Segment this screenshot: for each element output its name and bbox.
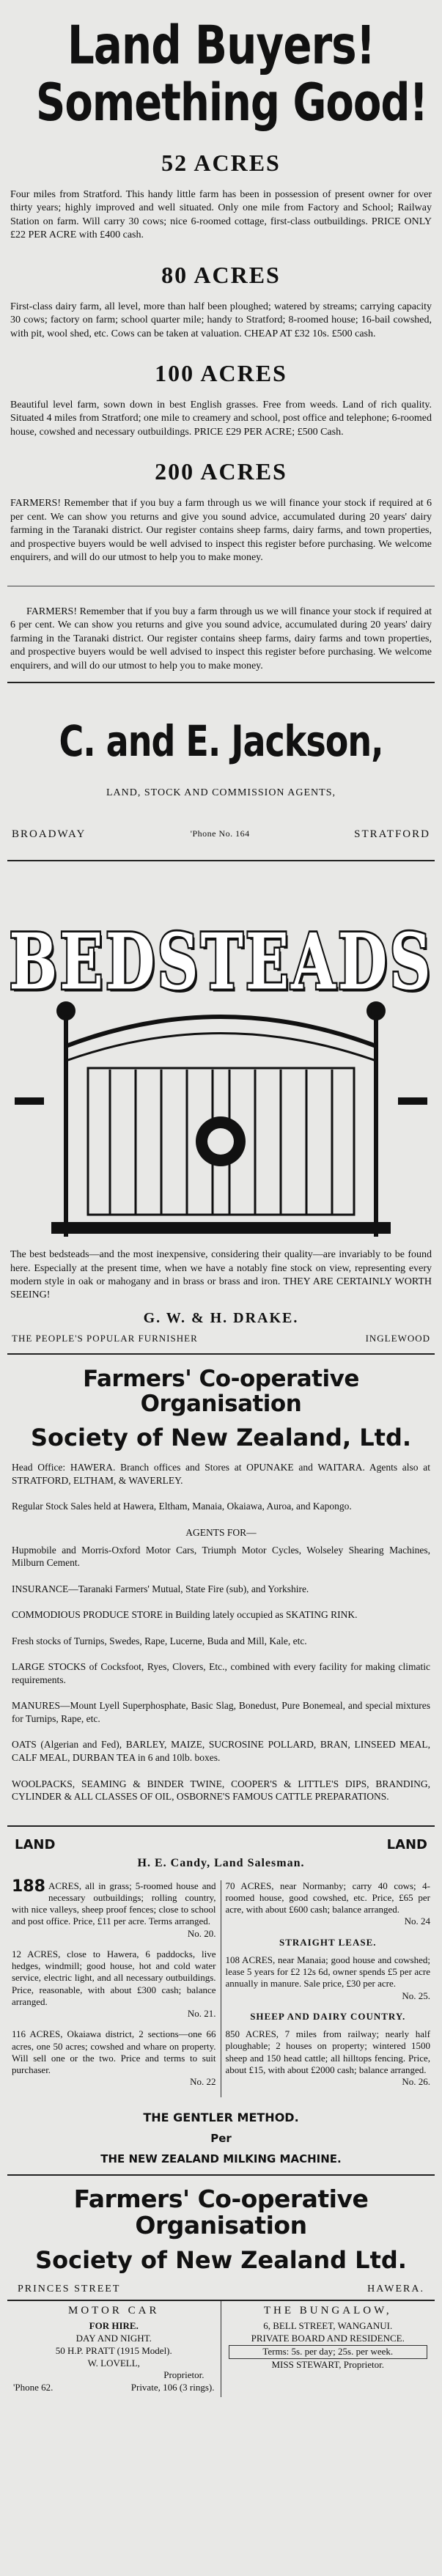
listing-title: 100 ACRES <box>155 359 287 386</box>
bungalow-title: THE BUNGALOW, <box>263 2305 392 2317</box>
jackson-name: C. and E. Jackson, <box>59 716 383 766</box>
motor-role: Proprietor. <box>163 2369 205 2381</box>
entry-text: 108 ACRES, near Manaia; good house and cowshed; lease 5 years for £2 12s 6d, owner spends £5 per acre annually in manure. Sale price, £30 per acre. <box>225 1954 430 1990</box>
listing-title: 80 ACRES <box>161 261 281 288</box>
motor-owner: W. LOVELL, <box>87 2357 140 2369</box>
jackson-address-row <box>12 828 430 841</box>
salesman-name: H. E. Candy, Land Salesman. <box>137 1856 305 1869</box>
entry-text: 850 ACRES, 7 miles from railway; nearly half ploughable; 2 houses on property; wintered 1500 sheep and 150 head cattle; all hilltops fencing. Price, about £15, with about £2000 cash; balance arranged. <box>225 2028 430 2075</box>
entry-ref: No. 21. <box>187 2008 216 2020</box>
jackson-phone: 'Phone No. 164 <box>190 828 250 839</box>
motor-phone: 'Phone 62. <box>13 2382 54 2393</box>
bedsteads-body: The best bedsteads—and the most inexpensive, considering their quality—are invariably to be found here. Especially at the present time, when we have a notably fine stock on view, representing every modern style in oak or mahogany and in brass or brass and iron. THEY ARE CERTAINLY WORTH SEEING! <box>10 1249 432 1301</box>
entry-ref: No. 26. <box>402 2076 430 2088</box>
land-header <box>15 1837 427 1852</box>
farmers-address-row <box>18 2284 424 2295</box>
farmers-title: Farmers' Co-operative Organisation <box>73 2184 369 2240</box>
drake-firm: G. W. & H. DRAKE. <box>143 1309 299 1326</box>
entry-ref: No. 20. <box>187 1927 216 1939</box>
bottom-adverts <box>7 2300 435 2397</box>
entry-text: 70 ACRES, near Normanby; carry 40 cows; 4-roomed house, good cowshed, etc. Price, £65 per acre, with about £600 cash; balance arranged. <box>225 1880 430 1916</box>
farmers-paragraph: AGENTS FOR— <box>185 1526 257 1538</box>
farmers-street: PRINCES STREET <box>18 2284 121 2295</box>
listing-body: First-class dairy farm, all level, more than half been ploughed; watered by streams; carrying capacity 30 cows; factory on farm; school quarter mile; handy to Stratford; 8-roomed house; 16-bail cowshed, with pit, wool shed, etc. Cows can be taken at valuation. CHEAP AT £32 10s. £500 cash. <box>10 301 432 339</box>
farmers-paragraph: WOOLPACKS, SEAMING & BINDER TWINE, COOPER'S & LITTLE'S DIPS, BRANDING, CYLINDER & ALL CLASSES OF OIL, OSBORNE'S FAMOUS CATTLE PREPARATIONS. <box>12 1778 430 1803</box>
motor-car-box <box>7 2301 221 2397</box>
gentler-machine: THE NEW ZEALAND MILKING MACHINE. <box>100 2152 342 2165</box>
candy-land-ad <box>7 1827 435 2176</box>
headline-something-good: Something Good! <box>36 73 427 133</box>
listing-80 <box>7 262 435 341</box>
land-entry <box>12 2028 216 2088</box>
motor-phone-row <box>10 2382 218 2394</box>
entry-text: 12 ACRES, close to Hawera, 6 paddocks, live hedges, windmill; good house, hot and cold water service, electric light, and all necessary outbuildings. Price, reasonable, with about £300 cash; balance arranged. <box>12 1948 216 2007</box>
land-entry <box>226 1880 431 1928</box>
jackson-subtitle: LAND, STOCK AND COMMISSION AGENTS, <box>106 787 336 799</box>
left-column <box>7 1877 221 2097</box>
motor-line: DAY AND NIGHT. <box>75 2332 152 2344</box>
bungalow-terms: Terms: 5s. per day; 25s. per week. <box>229 2345 428 2359</box>
listing-body: Four miles from Stratford. This handy little farm has been in possession of present owner for over thirty years; highly improved and well situated. Only one mile from Factory and School; Railway Station on farm. Will carry 30 cows; nice 6-roomed cottage, first-class outbuildings. PRICE ONLY £22 PER ACRE with £400 cash. <box>10 188 432 241</box>
gentler-line: THE GENTLER METHOD. <box>143 2110 299 2124</box>
farmers-title: Farmers' Co-operative Organisation <box>83 1365 359 1418</box>
motor-private: Private, 106 (3 rings). <box>130 2382 215 2393</box>
jackson-ad <box>7 683 435 861</box>
listing-100 <box>7 360 435 439</box>
jackson-street: BROADWAY <box>12 828 86 841</box>
entry-ref: No. 25. <box>402 1990 430 2001</box>
section-heading: SHEEP AND DAIRY COUNTRY. <box>250 2010 406 2022</box>
farmers-paragraph: Regular Stock Sales held at Hawera, Eltham, Manaia, Okaiawa, Auroa, and Kapongo. <box>12 1501 352 1512</box>
listing-52 <box>7 150 435 243</box>
farmers-paragraph: Head Office: HAWERA. Branch offices and Stores at OPUNAKE and WAITARA. Agents also at STRATFORD, ELTHAM, & WAVERLEY. <box>12 1462 430 1486</box>
entry-ref: No. 24 <box>404 1916 430 1927</box>
land-entry <box>226 2028 431 2088</box>
farmers-paragraph: COMMODIOUS PRODUCE STORE in Building lately occupied as SKATING RINK. <box>12 1609 358 1621</box>
bungalow-address: 6, BELL STREET, WANGANUI. <box>263 2319 393 2331</box>
finance-notice: FARMERS! Remember that if you buy a farm through us we will finance your stock if required at 6 per cent. We can show you returns and give you sound advice, accumulated during 20 years' dairy farming in the Taranaki district. Our register contains sheep farms, dairy farms and town properties, and prospective buyers would be well advised to inspect this register before purchasing. We welcome enquirers, and will do our utmost to help you to make money. <box>10 606 432 671</box>
listing-200 <box>7 458 435 564</box>
drake-footer <box>12 1333 430 1344</box>
farmers-paragraph: INSURANCE—Taranaki Farmers' Mutual, State Fire (sub), and Yorkshire. <box>12 1583 309 1594</box>
farmers-paragraph: Fresh stocks of Turnips, Swedes, Rape, Lucerne, Buda and Mill, Kale, etc. <box>12 1635 307 1646</box>
entry-number: 188 <box>12 1877 45 1896</box>
land-label-left: LAND <box>15 1836 56 1852</box>
bedsteads-ad <box>7 861 435 1355</box>
entry-text: 116 ACRES, Okaiawa district, 2 sections—one 66 acres, one 50 acres; cowshed and whare on property. Will sell one or the two. Price and terms to suit purchaser. <box>12 2028 216 2076</box>
bungalow-line: PRIVATE BOARD AND RESIDENCE. <box>251 2332 405 2344</box>
farmers-coop-ad <box>7 1355 435 1827</box>
listing-title: 200 ACRES <box>155 458 287 485</box>
listing-body: FARMERS! Remember that if you buy a farm through us we will finance your stock if required at 6 per cent. We can show you returns and give you sound advice, accumulated during 20 years' dairy farming in the Taranaki district. Our register contains sheep farms, dairy farms, and town properties, and prospective buyers would be well advised to inspect this register before purchasing. We welcome enquirers, and will do our utmost to help you to make money. <box>10 498 432 564</box>
listing-body: Beautiful level farm, sown down in best English grasses. Free from weeds. Land of rich quality. Situated 4 miles from Stratford; one mile to creamery and school, post office and telephone; 6-roomed house, cowshed and necessary outbuildings. PRICE £29 PER ACRE; £500 Cash. <box>10 399 432 438</box>
farmers-town: HAWERA. <box>367 2284 424 2295</box>
headline-land-buyers: Land Buyers! <box>67 14 375 76</box>
land-entry <box>226 1954 431 2002</box>
land-buyers-ad <box>7 7 435 683</box>
jackson-town: STRATFORD <box>354 828 430 841</box>
listing-columns <box>7 1877 435 2097</box>
land-entry <box>12 1948 216 2020</box>
farmers-paragraph: MANURES—Mount Lyell Superphosphate, Basic Slag, Bonedust, Pure Bonemeal, and special mixtures for Turnips, Rape, etc. <box>12 1700 430 1724</box>
motor-title: MOTOR CAR <box>68 2305 160 2317</box>
farmers-coop-ad-2 <box>7 2176 435 2296</box>
motor-model: 50 H.P. PRATT (1915 Model). <box>55 2344 172 2356</box>
motor-subtitle: FOR HIRE. <box>89 2319 139 2331</box>
farmers-paragraph: LARGE STOCKS of Cocksfoot, Ryes, Clovers, Etc., combined with every facility for making climatic requirements. <box>12 1661 430 1685</box>
bungalow-owner: MISS STEWART, Proprietor. <box>271 2358 385 2370</box>
gentler-per: Per <box>210 2131 232 2145</box>
bedsteads-word: BEDSTEADS <box>9 917 433 1007</box>
milking-machine-notice <box>7 2111 435 2165</box>
farmers-subtitle: Society of New Zealand Ltd. <box>35 2246 407 2275</box>
farmers-paragraph: Hupmobile and Morris-Oxford Motor Cars, Triumph Motor Cycles, Wolseley Shearing Machines, Milburn Cement. <box>12 1544 430 1569</box>
drake-tagline: THE PEOPLE'S POPULAR FURNISHER <box>12 1332 198 1344</box>
listing-title: 52 ACRES <box>161 149 281 176</box>
land-label-right: LAND <box>386 1836 427 1852</box>
land-entry <box>12 1877 216 1940</box>
bungalow-box <box>221 2301 435 2397</box>
section-heading: STRAIGHT LEASE. <box>279 1936 377 1948</box>
farmers-subtitle: Society of New Zealand, Ltd. <box>31 1424 411 1452</box>
entry-text: ACRES, all in grass; 5-roomed house and necessary outbuildings; rolling country, with nice valleys, sheep proof fences; close to school and post office. Price, £11 per acre. Terms arranged. <box>12 1880 216 1927</box>
newspaper-page <box>7 0 435 2397</box>
farmers-paragraph: OATS (Algerian and Fed), BARLEY, MAIZE, SUCROSINE POLLARD, BRAN, LINSEED MEAL, CALF MEAL, DURBAN TEA in 6 and 10lb. boxes. <box>12 1739 430 1763</box>
bedstead-illustration <box>7 877 435 1244</box>
right-column <box>221 1880 435 2097</box>
drake-town: INGLEWOOD <box>365 1332 430 1344</box>
entry-ref: No. 22 <box>190 2076 216 2088</box>
